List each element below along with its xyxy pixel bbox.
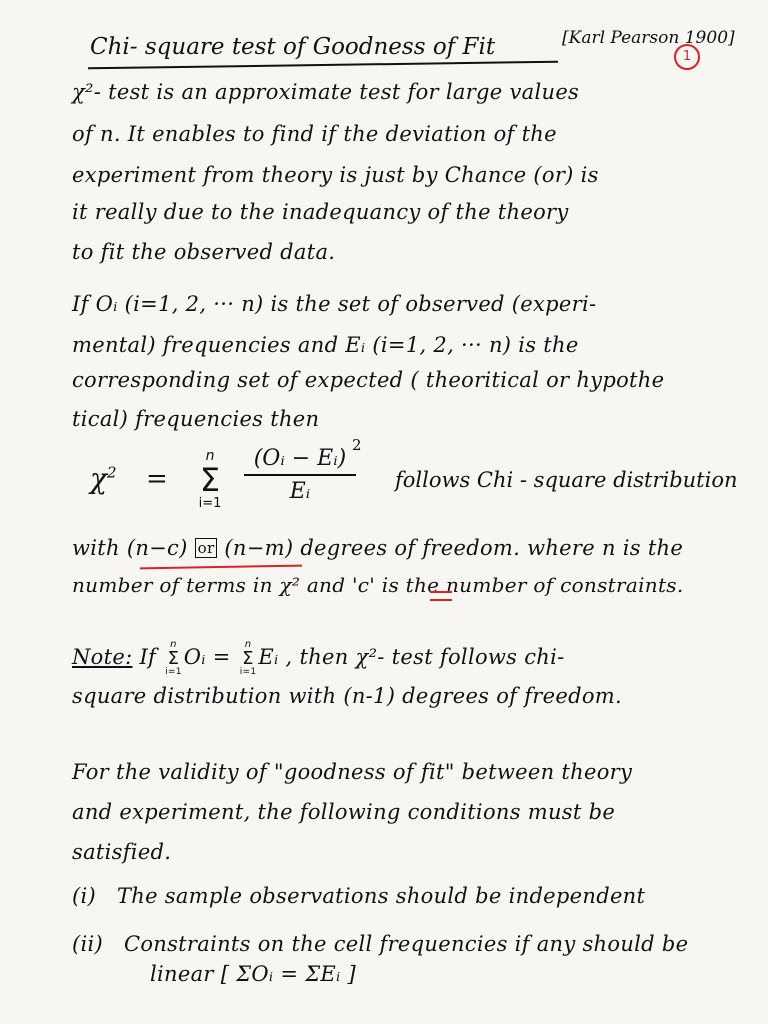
formula-numerator: (Oᵢ − Eᵢ) [253, 446, 347, 471]
formula-trailing-text: follows Chi - square distribution [395, 468, 738, 492]
condition-1-text: The sample observations should be independent [116, 884, 646, 908]
note-line2: square distribution with (n-1) degrees of freedom. [72, 684, 622, 708]
para1-line4: it really due to the inadequancy of the theory [72, 200, 569, 224]
title-row [78, 16, 735, 62]
page-title: Chi- square test of Goodness of Fit [90, 34, 496, 60]
formula-fraction [240, 446, 360, 504]
formula-denominator: Eᵢ [289, 479, 311, 504]
condition-2-text: Constraints on the cell frequencies if any should be [123, 932, 689, 956]
para2-line1: If Oᵢ (i=1, 2, ··· n) is the set of observed (experi- [72, 292, 597, 316]
para2-line4: tical) frequencies then [72, 407, 320, 431]
para2-line3: corresponding set of expected ( theoritical or hypothe [72, 368, 665, 392]
note-sum-lhs: n Σ i=1 [165, 639, 182, 677]
para2-line2: mental) frequencies and Eᵢ (i=1, 2, ··· n) is the [72, 333, 579, 357]
page-number-badge: 1 [674, 44, 700, 70]
para4-line1: For the validity of "goodness of fit" between theory [72, 760, 633, 784]
term-n-minus-c: (n−c) [126, 536, 188, 560]
red-double-underline-mark [430, 591, 452, 601]
condition-2-tail: linear [ ΣOᵢ = ΣEᵢ ] [150, 962, 356, 986]
condition-2 [72, 932, 688, 956]
formula-equals: = [146, 464, 168, 494]
red-underline-mark [140, 565, 302, 570]
condition-1 [72, 884, 645, 908]
fraction-bar [244, 474, 356, 476]
title-underline [88, 61, 558, 70]
para3-line2: number of terms in χ² and 'c' is the number of constraints. [72, 573, 684, 597]
term-n-minus-m: (n−m) [224, 536, 294, 560]
note-line1: Note: If n Σ i=1 Oᵢ = n Σ i=1 Eᵢ , then χ²- test follows chi- [72, 639, 565, 677]
condition-2-marker: (ii) [72, 932, 104, 956]
note-label: Note: [72, 645, 133, 669]
para3-line1: with (n−c) or (n−m) degrees of freedom. where n is the [72, 536, 684, 560]
para1-line5: to fit the observed data. [72, 240, 336, 264]
chi-square-formula [90, 436, 738, 520]
para1-line2: of n. It enables to find if the deviation of the [72, 122, 557, 146]
formula-summation: n Σ i=1 [198, 448, 222, 511]
formula-lhs: $\chi^2$ [90, 462, 117, 495]
boxed-or: or [195, 538, 218, 558]
title-reference: [Karl Pearson 1900] [562, 28, 735, 48]
para4-line3: satisfied. [72, 840, 172, 864]
note-sum-rhs: n Σ i=1 [239, 639, 257, 677]
formula-power: 2 [352, 436, 362, 454]
para1-line3: experiment from theory is just by Chance (or) is [72, 163, 599, 187]
para4-line2: and experiment, the following conditions must be [72, 800, 616, 824]
para1-line1: χ²- test is an approximate test for large values [72, 80, 580, 104]
condition-1-marker: (i) [72, 884, 97, 908]
